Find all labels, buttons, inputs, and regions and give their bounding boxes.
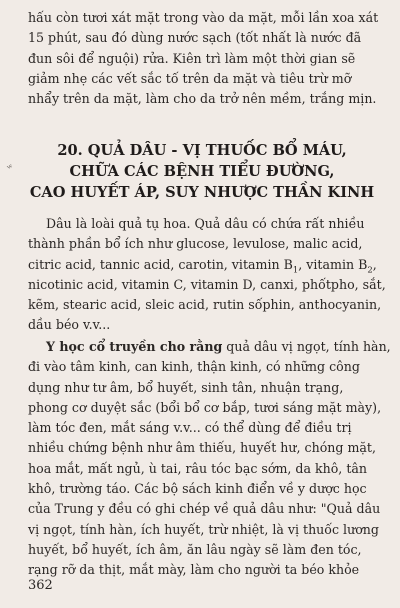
- subscript: 2: [367, 265, 373, 276]
- subscript: 1: [292, 265, 299, 276]
- section-heading: [28, 140, 376, 203]
- para1-line: thành phần bổ ích như glucose, levulose, malic acid,: [28, 236, 363, 252]
- para1-text: ,: [372, 256, 377, 272]
- heading-line: CHỮA CÁC BỆNH TIỂU ĐƯỜNG,: [69, 163, 335, 180]
- intro-line: 15 phút, sau đó dùng nước sạch (tốt nhất là nước đã: [28, 30, 362, 46]
- para1-text: citric acid, tannic acid, carotin, vitamin B: [28, 256, 293, 272]
- para1-text: , vitamin B: [298, 256, 368, 272]
- para2-line: của Trung y đều có ghi chép về quả dâu như: "Quả dâu: [28, 501, 381, 517]
- para1-line: kẽm, stearic acid, sleic acid, rutin sốphin, anthocyanin,: [28, 297, 382, 313]
- heading-line: 20. QUẢ DÂU - VỊ THUỐC BỔ MÁU,: [57, 142, 347, 159]
- para2-line: dụng như tư âm, bổ huyết, sinh tân, nhuận trạng,: [28, 379, 344, 395]
- para2-line: khô, trường táo. Các bộ sách kinh điển về y dược học: [28, 481, 367, 497]
- para2-line: vị ngọt, tính hàn, ích huyết, trừ nhiệt, là vị thuốc lương: [28, 521, 379, 537]
- margin-mark: ʷ: [5, 162, 17, 175]
- intro-line: đun sôi để nguội) rửa. Kiên trì làm một thời gian sẽ: [28, 50, 356, 66]
- para1-line: nicotinic acid, vitamin C, vitamin D, canxi, phốtpho, sắt,: [28, 276, 386, 292]
- para2-line: huyết, bổ huyết, ích âm, ăn lâu ngày sẽ làm đen tóc,: [28, 541, 362, 557]
- para1-line-vitamins: [28, 255, 376, 275]
- para1-line: dầu béo v.v...: [28, 317, 111, 333]
- para2-line: đi vào tâm kinh, can kinh, thận kinh, có những công: [28, 359, 360, 375]
- para2-text: quả dâu vị ngọt, tính hàn,: [222, 339, 391, 354]
- intro-line: hấu còn tươi xát mặt trong vào da mặt, mỗi lần xoa xát: [28, 10, 379, 25]
- para2-line: nhiều chứng bệnh như âm thiếu, huyết hư, chóng mặt,: [28, 440, 376, 456]
- para2-line: rạng rỡ da thịt, mắt mày, làm cho người ta béo khỏe: [28, 562, 360, 578]
- paragraph-composition: [28, 214, 386, 336]
- para2-line: hoa mắt, mất ngủ, ù tai, râu tóc bạc sớm, da khô, tân: [28, 460, 367, 476]
- heading-line: CAO HUYẾT ÁP, SUY NHƯỢC THẦN KINH: [29, 184, 375, 201]
- paragraph-traditional-medicine: [28, 337, 391, 581]
- intro-line: giảm nhẹ các vết sắc tố trên da mặt và tiêu trừ mỡ: [28, 70, 352, 86]
- bold-lead: Y học cổ truyền cho rằng: [46, 339, 223, 354]
- para2-line: phong cơ duyệt sắc (bổi bổ cơ bắp, tươi sáng mặt mày),: [28, 399, 382, 415]
- intro-line: nhẩy trên da mặt, làm cho da trở nên mềm, trắng mịn.: [28, 91, 377, 107]
- para2-line: làm tóc đen, mắt sáng v.v... có thể dùng để điều trị: [28, 420, 352, 436]
- intro-paragraph: [28, 8, 379, 109]
- para2-first-line: [28, 337, 391, 357]
- page-number: 362: [28, 578, 53, 593]
- para1-line: Dâu là loài quả tụ hoa. Quả dâu có chứa rất nhiều: [46, 216, 365, 231]
